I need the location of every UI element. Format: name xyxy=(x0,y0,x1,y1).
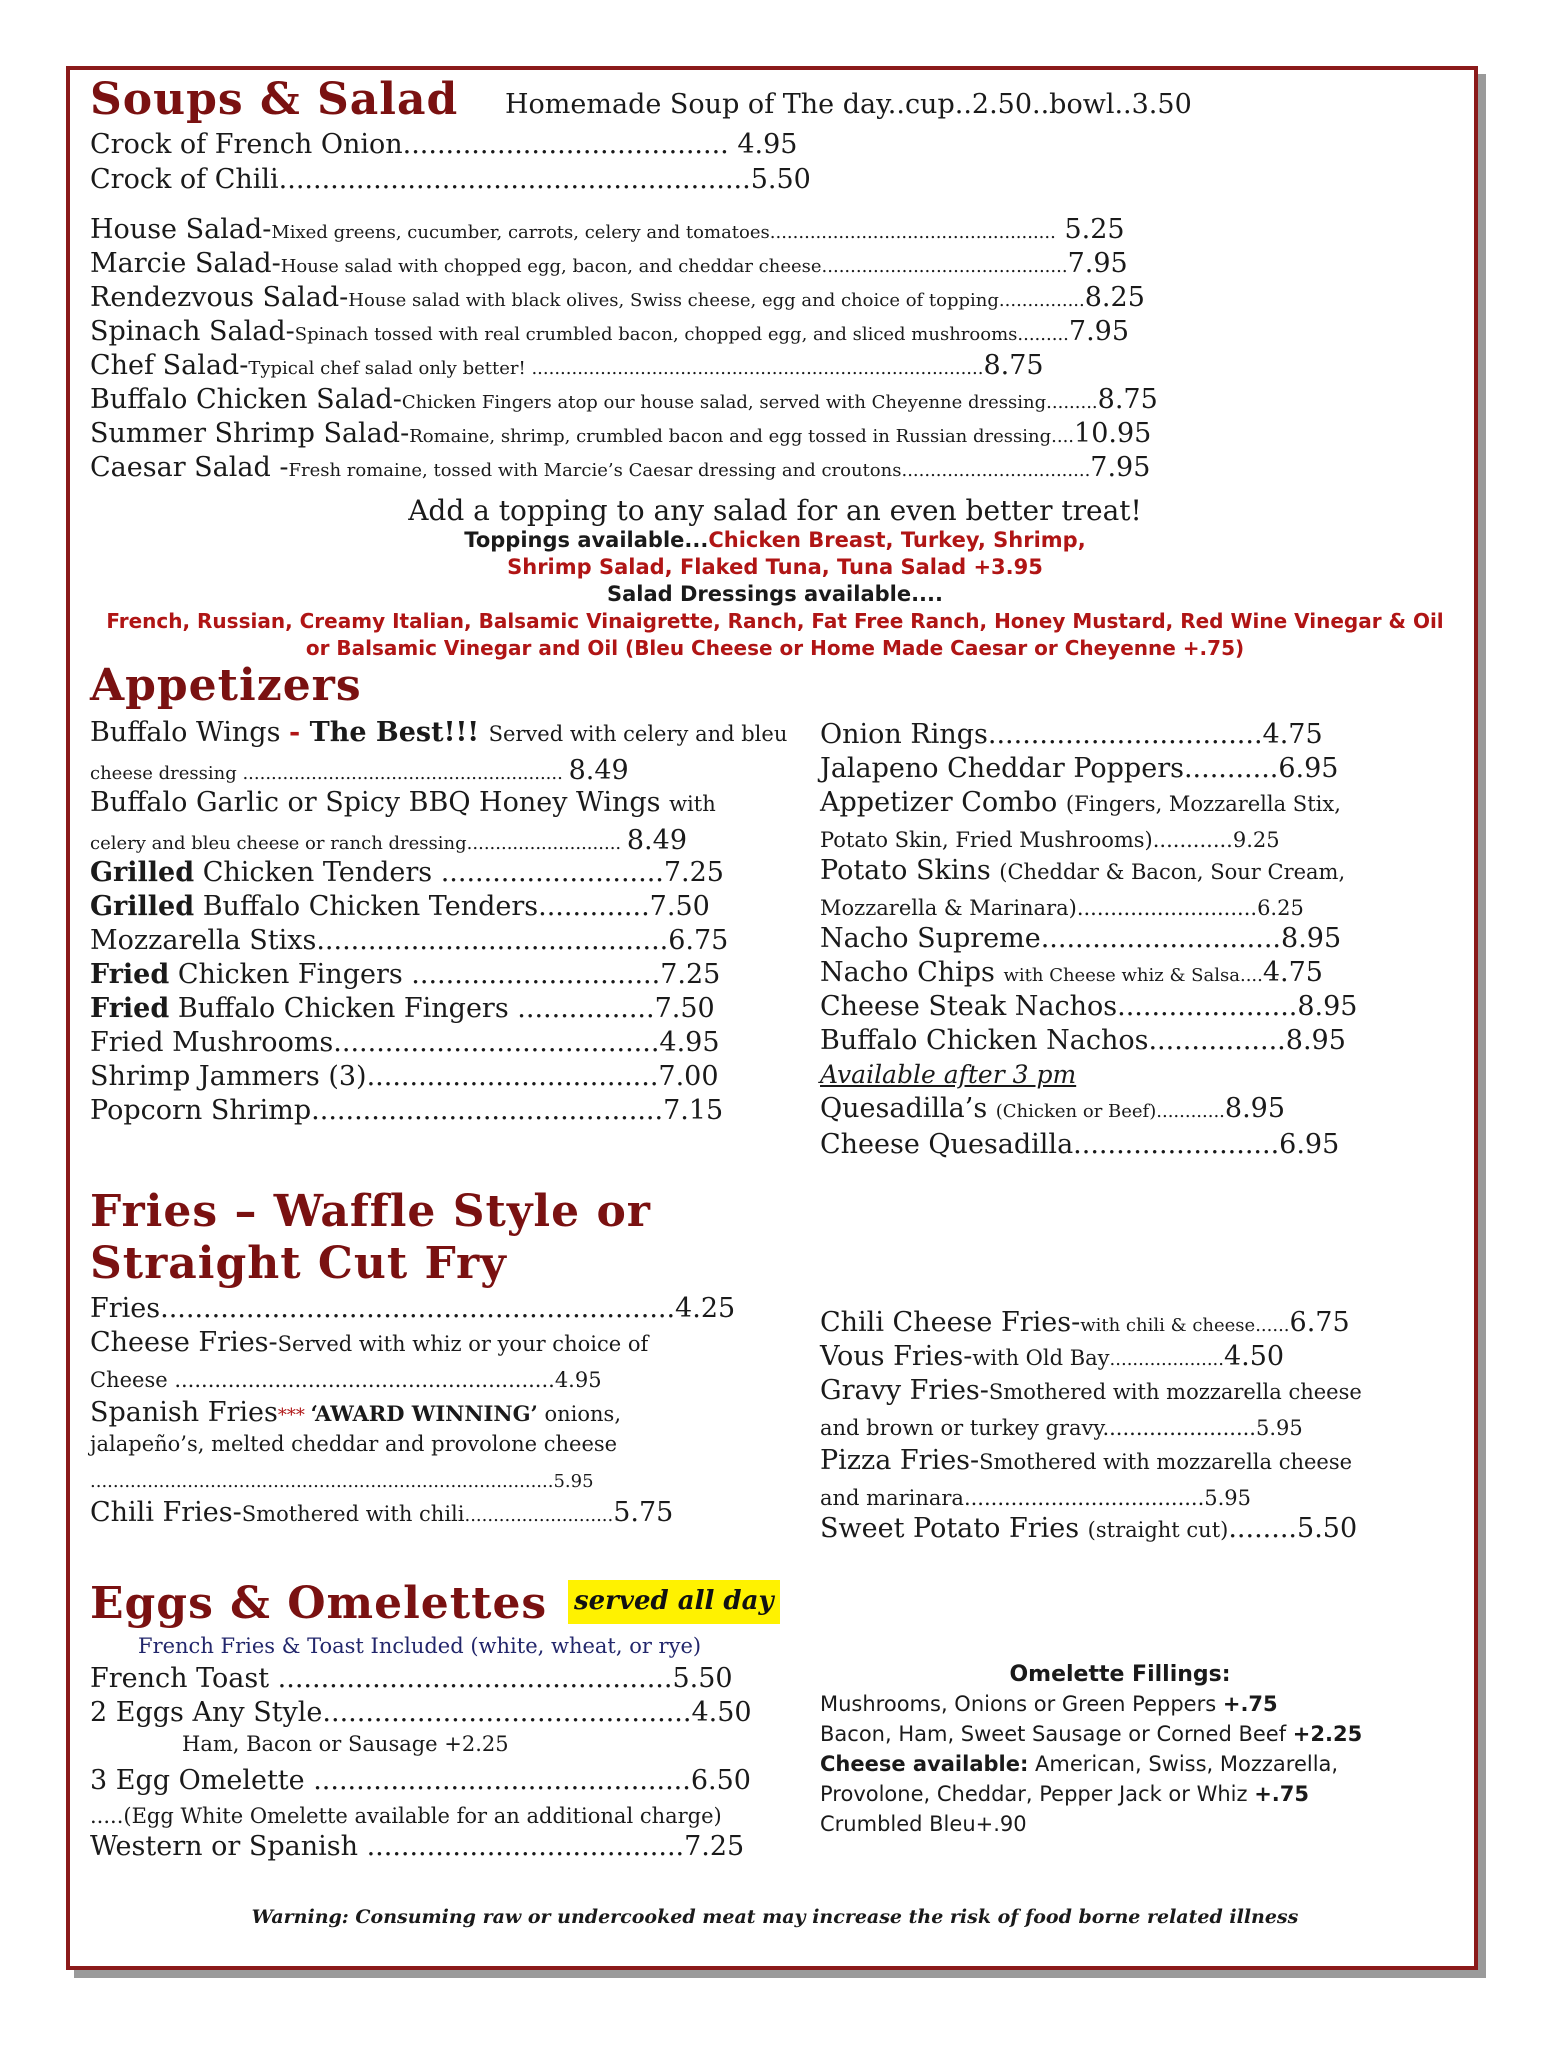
sweet-potato-fries: Sweet Potato Fries (straight cut)........5.50 xyxy=(820,1513,1358,1544)
eggs-subtitle: French Fries & Toast Included (white, wheat, or rye) xyxy=(138,1634,702,1658)
appetizer-prep-style: Grilled xyxy=(90,891,195,922)
available-after-3pm: Available after 3 pm xyxy=(820,1060,1077,1089)
salad-description: Mixed greens, cucumber, carrots, celery and tomatoes xyxy=(271,222,770,243)
fillings-cheese-2: Provolone, Cheddar, Pepper Jack or Whiz +.75 xyxy=(820,1782,1309,1806)
salad-leader-dots: .................................................. xyxy=(769,222,1056,243)
salad-name: Caesar Salad - xyxy=(90,452,289,483)
appetizer-text: Shrimp Jammers (3)..................................7.00 xyxy=(90,1061,719,1092)
salad-item xyxy=(90,247,1128,283)
dressings-list-2: or Balsamic Vinegar and Oil (Bleu Cheese or Home Made Caesar or Cheyenne +.75) xyxy=(305,636,1245,660)
salad-description: Romaine, shrimp, crumbled bacon and egg tossed in Russian dressing xyxy=(409,426,1052,447)
salad-price: 10.95 xyxy=(1074,418,1152,449)
dressings-label: Salad Dressings available.... xyxy=(606,582,943,606)
salad-description: House salad with black olives, Swiss cheese, egg and choice of topping xyxy=(348,290,999,311)
buffalo-chicken-nachos: Buffalo Chicken Nachos................8.95 xyxy=(820,1025,1346,1056)
salad-price: 8.75 xyxy=(983,350,1044,381)
appetizer-item xyxy=(90,924,728,957)
salad-description: Fresh romaine, tossed with Marcie’s Caesar dressing and croutons xyxy=(288,460,902,481)
cheese-steak-nachos: Cheese Steak Nachos.....................8.95 xyxy=(820,991,1358,1022)
appetizer-item xyxy=(90,856,724,889)
pizza-fries: Pizza Fries-Smothered with mozzarella cheese xyxy=(820,1445,1353,1476)
cheese-quesadilla: Cheese Quesadilla........................6.95 xyxy=(820,1129,1340,1160)
salad-leader-dots: ................................. xyxy=(901,460,1091,481)
salad-name: Buffalo Chicken Salad- xyxy=(90,384,402,415)
buffalo-wings: Buffalo Wings - The Best!!! Served with celery and bleu xyxy=(90,717,788,748)
salad-name: Summer Shrimp Salad- xyxy=(90,418,410,449)
salad-name: Spinach Salad- xyxy=(90,316,295,347)
fillings-bleu: Crumbled Bleu+.90 xyxy=(820,1812,1027,1836)
salad-item xyxy=(90,281,1145,317)
appetizer-item xyxy=(90,1026,720,1059)
appetizer-prep-style: Fried xyxy=(90,959,170,990)
salad-item xyxy=(90,213,1125,249)
appetizer-text: Chicken Fingers .............................7.25 xyxy=(169,959,721,990)
gravy-fries-line2: and brown or turkey gravy.......................5.95 xyxy=(820,1416,1303,1440)
dressings-list-1: French, Russian, Creamy Italian, Balsamic Vinaigrette, Ranch, Fat Free Ranch, Honey Mustard, Red Wine Vinegar & Oil xyxy=(106,609,1444,633)
salad-item xyxy=(90,315,1129,351)
salad-leader-dots: ......... xyxy=(1017,324,1069,345)
crock-french-onion: Crock of French Onion...................................... 4.95 xyxy=(90,129,798,160)
salad-description: Chicken Fingers atop our house salad, served with Cheyenne dressing xyxy=(401,392,1047,413)
salad-item xyxy=(90,349,1044,385)
potato-skins-line2: Mozzarella & Marinara)...........................6.25 xyxy=(820,896,1304,920)
salad-price: 5.25 xyxy=(1055,214,1125,245)
appetizer-text: Chicken Tenders ..........................7.25 xyxy=(194,857,724,888)
appetizer-item xyxy=(90,1060,719,1093)
salad-leader-dots: ............................................................................... xyxy=(531,358,984,379)
soups-heading: Soups & Salad xyxy=(90,74,459,125)
chili-cheese-fries: Chili Cheese Fries-with chili & cheese......6.75 xyxy=(820,1307,1350,1338)
salad-name: Rendezvous Salad- xyxy=(90,282,349,313)
pizza-fries-line2: and marinara....................................5.95 xyxy=(820,1486,1252,1510)
two-eggs-addons: Ham, Bacon or Sausage +2.25 xyxy=(182,1732,509,1756)
eggs-heading: Eggs & Omelettes xyxy=(90,1578,548,1629)
nacho-chips: Nacho Chips with Cheese whiz & Salsa....4.75 xyxy=(820,957,1323,988)
salad-price: 7.95 xyxy=(1068,316,1130,347)
toppings-list-2: Shrimp Salad, Flaked Tuna, Tuna Salad +3.95 xyxy=(507,555,1043,579)
chili-fries: Chili Fries-Smothered with chili..........................5.75 xyxy=(90,1497,674,1528)
salad-name: House Salad- xyxy=(90,214,272,245)
salad-price: 8.75 xyxy=(1097,384,1158,415)
toppings-label: Toppings available... xyxy=(464,528,709,552)
fillings-meat: Bacon, Ham, Sweet Sausage or Corned Beef +2.25 xyxy=(820,1722,1363,1746)
egg-white-note: .....(Egg White Omelette available for an additional charge) xyxy=(90,1804,722,1828)
vous-fries: Vous Fries-with Old Bay....................4.50 xyxy=(820,1341,1285,1372)
fries-heading-1: Fries – Waffle Style or xyxy=(90,1186,651,1237)
salad-name: Marcie Salad- xyxy=(90,248,281,279)
crock-chili: Crock of Chili.......................................................5.50 xyxy=(90,164,811,195)
spanish-fries-line3: .................................................................................5.95 xyxy=(90,1471,594,1492)
toppings-list-1: Chicken Breast, Turkey, Shrimp, xyxy=(708,528,1086,552)
appetizer-combo-line2: Potato Skin, Fried Mushrooms)............9.25 xyxy=(820,828,1280,852)
appetizer-prep-style: Fried xyxy=(90,993,170,1024)
appetizer-combo: Appetizer Combo (Fingers, Mozzarella Stix, xyxy=(820,787,1341,818)
appetizer-text: Buffalo Chicken Fingers ................7.50 xyxy=(169,993,715,1024)
appetizer-item xyxy=(90,958,720,991)
appetizer-item xyxy=(90,1094,723,1127)
appetizer-text: Fried Mushrooms......................................4.95 xyxy=(90,1027,720,1058)
appetizer-text: Popcorn Shrimp.........................................7.15 xyxy=(90,1095,724,1126)
fillings-cheese: Cheese available: American, Swiss, Mozzarella, xyxy=(820,1752,1339,1776)
cheese-fries: Cheese Fries-Served with whiz or your choice of xyxy=(90,1327,649,1358)
appetizer-item xyxy=(90,992,715,1025)
salad-leader-dots: ............... xyxy=(998,290,1085,311)
nacho-supreme: Nacho Supreme............................8.95 xyxy=(820,923,1342,954)
salad-description: Typical chef salad only better! xyxy=(248,358,532,379)
garlic-bbq-wings-line2: celery and bleu cheese or ranch dressing........................... 8.49 xyxy=(90,825,687,856)
fries-plain: Fries............................................................4.25 xyxy=(90,1293,736,1324)
fries-heading-2: Straight Cut Fry xyxy=(90,1238,507,1289)
salad-name: Chef Salad- xyxy=(90,350,249,381)
salad-item xyxy=(90,383,1158,419)
toppings-line-1 xyxy=(90,528,1460,552)
fillings-veg: Mushrooms, Onions or Green Peppers +.75 xyxy=(820,1692,1278,1716)
salad-price: 7.95 xyxy=(1090,452,1151,483)
food-safety-warning: Warning: Consuming raw or undercooked meat may increase the risk of food borne related illness xyxy=(251,1906,1299,1928)
salad-leader-dots: ......... xyxy=(1046,392,1098,413)
appetizer-item xyxy=(90,890,710,923)
salad-leader-dots: .... xyxy=(1051,426,1075,447)
salad-price: 7.95 xyxy=(1067,248,1128,279)
appetizer-prep-style: Grilled xyxy=(90,857,195,888)
potato-skins: Potato Skins (Cheddar & Bacon, Sour Cream, xyxy=(820,855,1346,886)
homemade-soup: Homemade Soup of The day..cup..2.50..bowl..3.50 xyxy=(505,89,1192,120)
spanish-fries-line2: jalapeño’s, melted cheddar and provolone cheese xyxy=(90,1432,618,1456)
quesadillas: Quesadilla’s (Chicken or Beef)............8.95 xyxy=(820,1093,1286,1124)
salad-leader-dots: ........................................... xyxy=(821,256,1068,277)
buffalo-wings-line2: cheese dressing ........................................................ 8.49 xyxy=(90,755,629,786)
appetizer-text: Mozzarella Stixs.........................................6.75 xyxy=(90,925,729,956)
salad-item xyxy=(90,451,1150,487)
spanish-fries: Spanish Fries*** ‘AWARD WINNING’ onions, xyxy=(90,1397,622,1428)
topping-headline: Add a topping to any salad for an even better treat! xyxy=(408,494,1142,527)
appetizer-text: Buffalo Chicken Tenders.............7.50 xyxy=(194,891,710,922)
french-toast: French Toast ..............................................5.50 xyxy=(90,1663,733,1694)
western-spanish-omelette: Western or Spanish .....................................7.25 xyxy=(90,1831,745,1862)
appetizers-heading: Appetizers xyxy=(90,660,362,711)
served-all-day-badge: served all day xyxy=(568,1580,780,1624)
cheese-fries-line2: Cheese .........................................................4.95 xyxy=(90,1368,602,1392)
salad-price: 8.25 xyxy=(1084,282,1145,313)
garlic-bbq-wings: Buffalo Garlic or Spicy BBQ Honey Wings with xyxy=(90,787,716,818)
three-egg-omelette: 3 Egg Omelette ............................................6.50 xyxy=(90,1765,751,1796)
gravy-fries: Gravy Fries-Smothered with mozzarella cheese xyxy=(820,1375,1362,1406)
fillings-title: Omelette Fillings: xyxy=(1009,1662,1231,1687)
salad-item xyxy=(90,417,1151,453)
salad-description: House salad with chopped egg, bacon, and cheddar cheese xyxy=(280,256,822,277)
two-eggs: 2 Eggs Any Style...........................................4.50 xyxy=(90,1697,752,1728)
onion-rings: Onion Rings................................4.75 xyxy=(820,719,1323,750)
jalapeno-poppers: Jalapeno Cheddar Poppers...........6.95 xyxy=(820,753,1339,784)
salad-description: Spinach tossed with real crumbled bacon, chopped egg, and sliced mushrooms xyxy=(294,324,1018,345)
